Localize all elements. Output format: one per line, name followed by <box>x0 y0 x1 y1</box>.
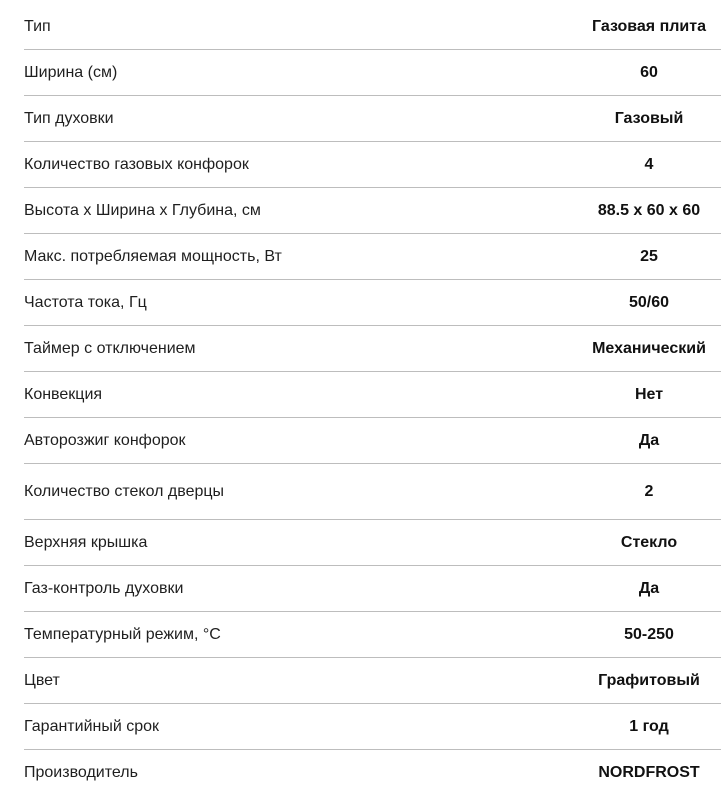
spec-value: NORDFROST <box>598 764 700 781</box>
spec-value: 50/60 <box>628 293 670 311</box>
spec-row-power <box>24 234 721 280</box>
spec-label: Гарантийный срок <box>24 717 160 735</box>
spec-row-manufacturer <box>24 750 721 796</box>
spec-value: 25 <box>640 247 658 265</box>
spec-row-top-cover <box>24 520 721 566</box>
spec-label: Газ-контроль духовки <box>24 579 184 597</box>
spec-value: 88.5 х 60 х 60 <box>597 201 701 219</box>
spec-row-oven-type <box>24 96 721 142</box>
spec-label: Цвет <box>24 671 60 689</box>
spec-value: Нет <box>634 385 664 403</box>
spec-row-convection <box>24 372 721 418</box>
spec-row-warranty <box>24 704 721 750</box>
spec-row-color <box>24 658 721 704</box>
spec-label: Авторозжиг конфорок <box>24 431 186 449</box>
spec-value: 4 <box>644 155 654 173</box>
spec-value: 50-250 <box>624 625 674 643</box>
spec-row-burners <box>24 142 721 188</box>
spec-row-temperature <box>24 612 721 658</box>
spec-label: Конвекция <box>24 385 103 403</box>
spec-label: Верхняя крышка <box>24 533 148 551</box>
spec-row-timer <box>24 326 721 372</box>
spec-row-dimensions <box>24 188 721 234</box>
spec-label: Макс. потребляемая мощность, Вт <box>24 247 282 265</box>
spec-label: Количество стекол дверцы <box>24 482 225 500</box>
spec-row-type <box>24 4 721 50</box>
spec-value: Стекло <box>620 533 678 551</box>
spec-label: Высота х Ширина х Глубина, см <box>24 201 261 219</box>
spec-value: Графитовый <box>598 671 700 689</box>
spec-value: Да <box>638 431 660 449</box>
spec-label: Частота тока, Гц <box>24 293 147 311</box>
spec-value: Да <box>638 579 660 597</box>
spec-label: Температурный режим, °C <box>24 625 221 643</box>
spec-value: 1 год <box>629 717 669 735</box>
spec-label: Количество газовых конфорок <box>24 155 249 173</box>
spec-row-frequency <box>24 280 721 326</box>
spec-label: Производитель <box>24 764 138 781</box>
spec-value: 2 <box>644 482 654 500</box>
spec-row-auto-ignition <box>24 418 721 464</box>
spec-value: Газовая плита <box>592 17 706 35</box>
spec-value: Газовый <box>614 109 684 127</box>
spec-label: Тип <box>24 17 51 35</box>
spec-row-door-glass <box>24 464 721 520</box>
spec-row-width <box>24 50 721 96</box>
spec-label: Тип духовки <box>24 109 114 127</box>
spec-value: Механический <box>592 339 706 357</box>
spec-label: Ширина (см) <box>24 63 118 81</box>
spec-label: Таймер с отключением <box>24 339 196 357</box>
spec-value: 60 <box>640 63 658 81</box>
spec-row-gas-control <box>24 566 721 612</box>
